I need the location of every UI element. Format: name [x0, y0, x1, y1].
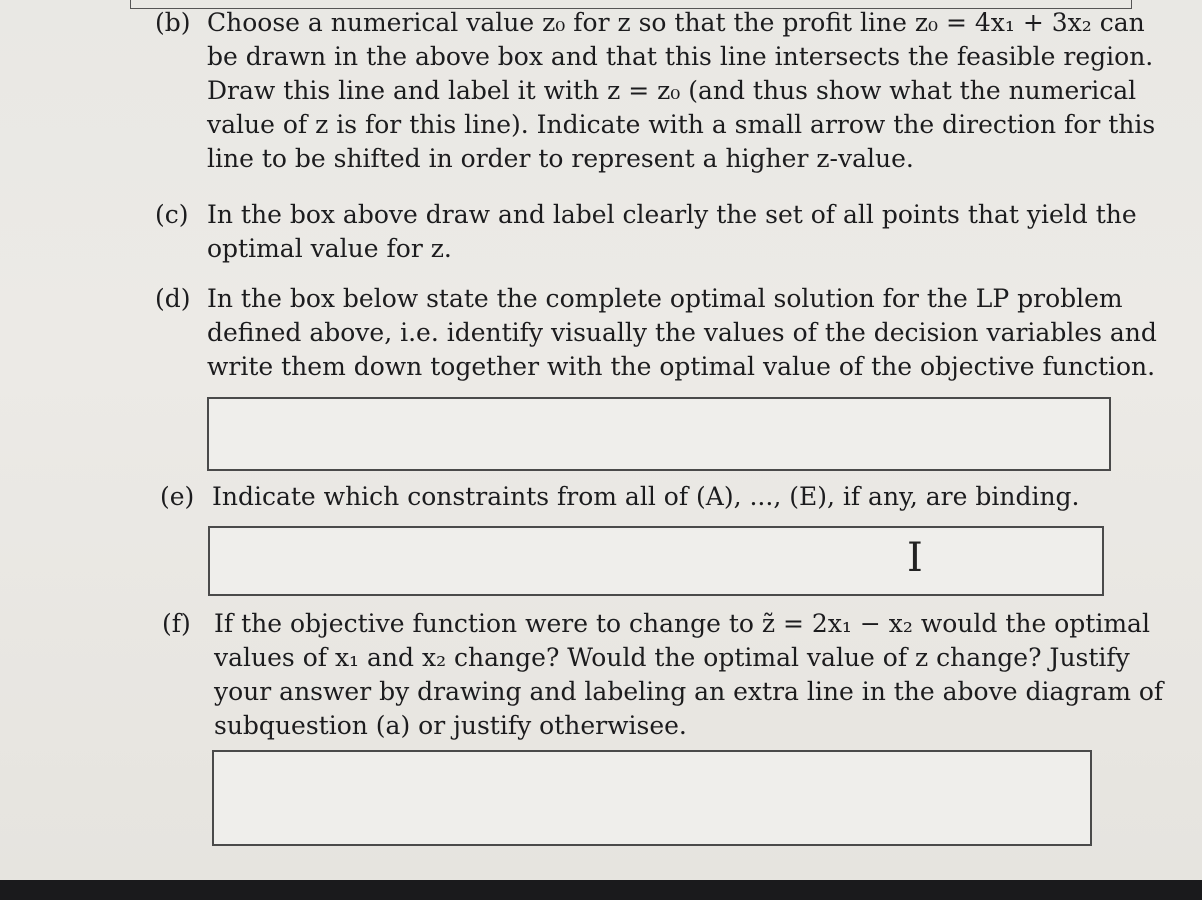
question-e-text — [212, 480, 1160, 514]
question-f-line: values of x₁ and x₂ change? Would the optimal value of z change? Justify — [214, 643, 1130, 672]
answer-box-e[interactable] — [208, 526, 1104, 596]
question-e-line: Indicate which constraints from all of (A), ..., (E), if any, are binding. — [212, 482, 1080, 511]
question-c-line: In the box above draw and label clearly the set of all points that yield the — [207, 200, 1137, 229]
question-f-line: subquestion (a) or justify otherwisee. — [214, 711, 687, 740]
question-c-line: optimal value for z. — [207, 234, 452, 263]
question-f-text — [214, 607, 1162, 743]
question-f-line: If the objective function were to change to z̃ = 2x₁ − x₂ would the optimal — [214, 609, 1150, 638]
question-b-line: value of z is for this line). Indicate with a small arrow the direction for this — [207, 110, 1156, 139]
question-b-text — [207, 6, 1155, 176]
question-e-label: (e) — [160, 482, 195, 511]
question-b-line: Choose a numerical value z₀ for z so that the profit line z₀ = 4x₁ + 3x₂ can — [207, 8, 1145, 37]
question-f-label: (f) — [162, 609, 191, 638]
question-b — [155, 6, 1155, 181]
question-c — [155, 198, 1155, 268]
question-e — [160, 480, 1160, 516]
question-b-line: line to be shifted in order to represent a higher z-value. — [207, 144, 914, 173]
question-b-line: be drawn in the above box and that this line intersects the feasible region. — [207, 42, 1154, 71]
question-d-line: defined above, i.e. identify visually the values of the decision variables and — [207, 318, 1157, 347]
device-bezel — [0, 880, 1202, 900]
question-d — [155, 282, 1155, 387]
question-b-line: Draw this line and label it with z = z₀ (and thus show what the numerical — [207, 76, 1137, 105]
question-d-line: In the box below state the complete optimal solution for the LP problem — [207, 284, 1123, 313]
question-c-label: (c) — [155, 200, 189, 229]
question-c-text — [207, 198, 1155, 266]
text-cursor-icon: I — [907, 535, 923, 581]
question-b-label: (b) — [155, 8, 191, 37]
question-d-text — [207, 282, 1155, 384]
question-d-label: (d) — [155, 284, 191, 313]
answer-box-f[interactable] — [212, 750, 1092, 846]
question-f — [162, 607, 1162, 747]
answer-box-d[interactable] — [207, 397, 1111, 471]
question-d-line: write them down together with the optimal value of the objective function. — [207, 352, 1156, 381]
question-f-line: your answer by drawing and labeling an extra line in the above diagram of — [214, 677, 1164, 706]
